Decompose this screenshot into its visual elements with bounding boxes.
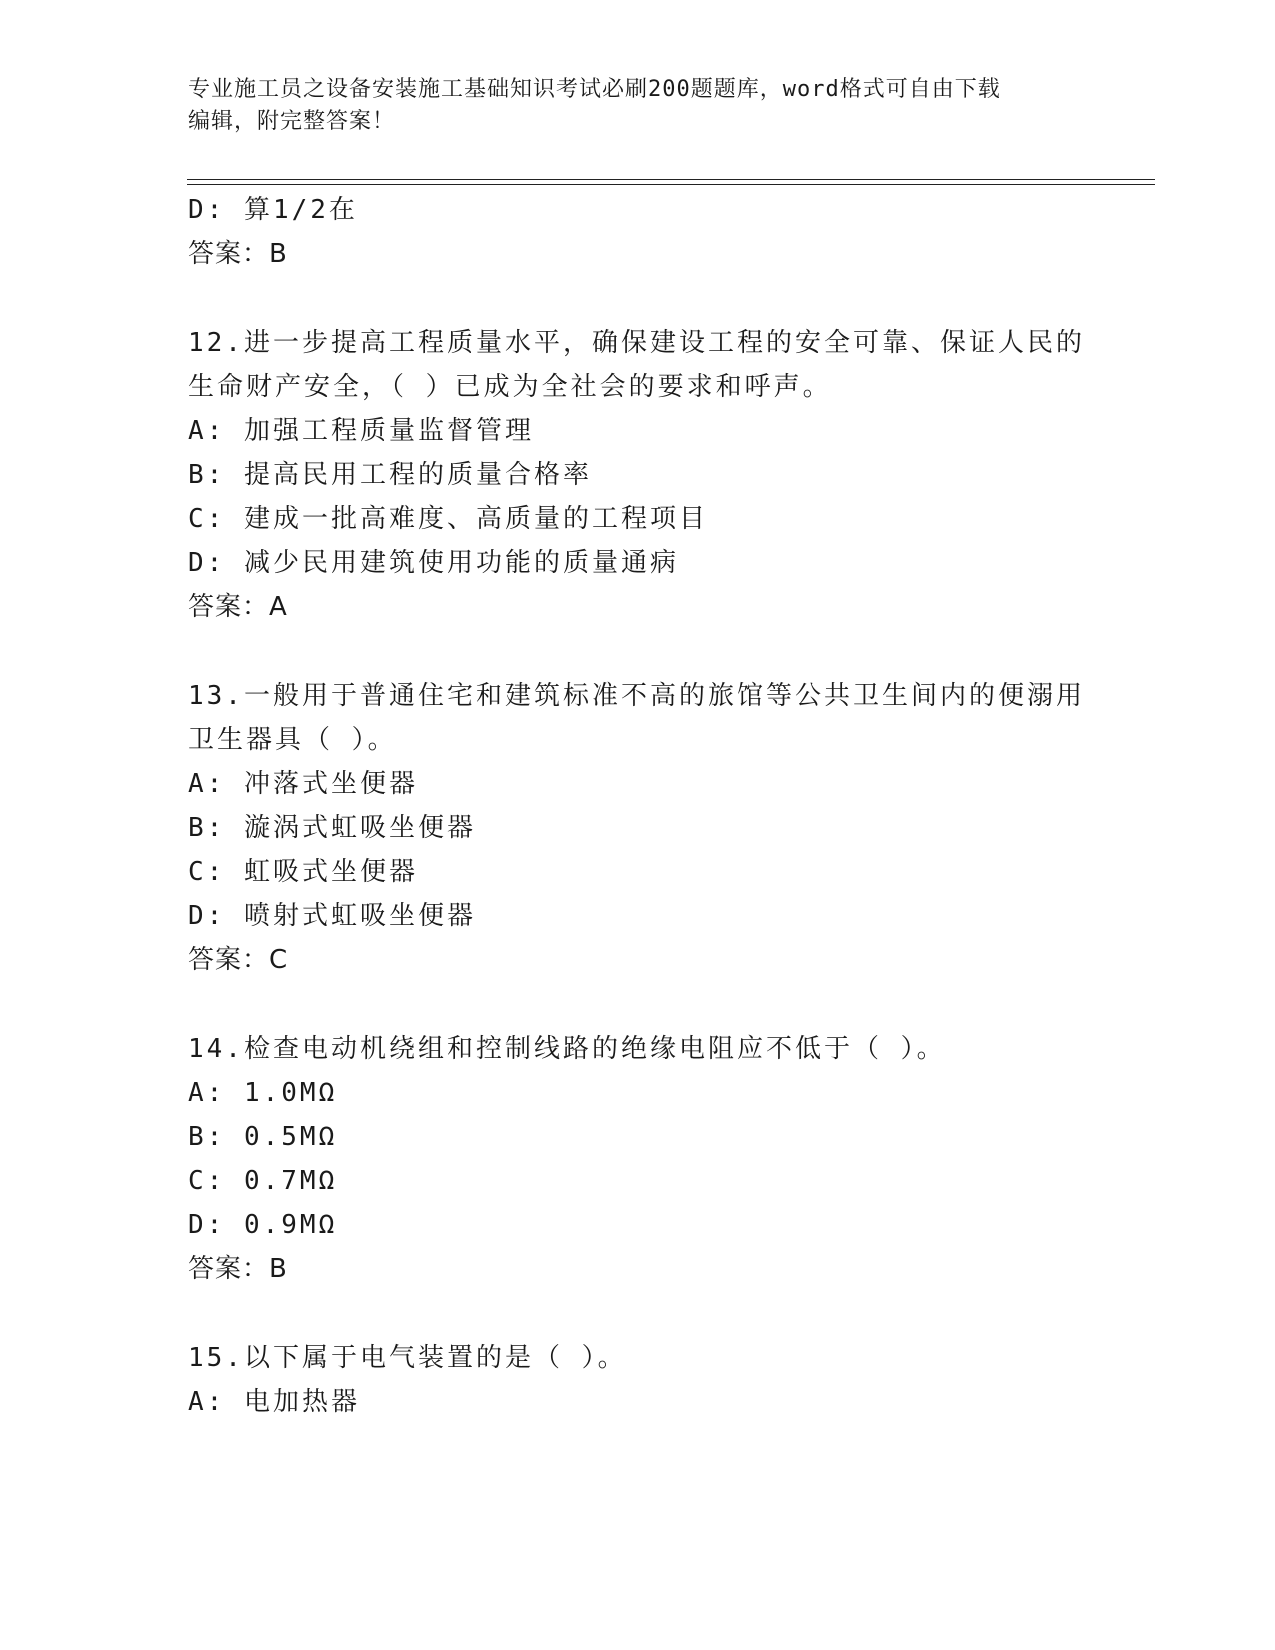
q12-option-c: C: 建成一批高难度、高质量的工程项目 [188, 504, 708, 534]
q14-option-d: D: 0.9MΩ [188, 1210, 338, 1240]
q14-option-b: B: 0.5MΩ [188, 1122, 338, 1152]
q15-stem-line1: 15.以下属于电气装置的是（ ）。 [188, 1343, 627, 1373]
header-title-line1: 专业施工员之设备安装施工基础知识考试必刷200题题库，word格式可自由下载 [188, 77, 1001, 102]
q14-answer: 答案：B [188, 1254, 288, 1284]
document-header [188, 74, 1068, 138]
q14-stem-line1: 14.检查电动机绕组和控制线路的绝缘电阻应不低于（ ）。 [188, 1034, 946, 1064]
q13-stem-line1: 13.一般用于普通住宅和建筑标准不高的旅馆等公共卫生间内的便溺用 [188, 681, 1085, 711]
q13-option-d: D: 喷射式虹吸坐便器 [188, 901, 476, 931]
q13-answer: 答案：C [188, 945, 289, 975]
q12-option-d: D: 减少民用建筑使用功能的质量通病 [188, 548, 679, 578]
q12-stem-line1: 12.进一步提高工程质量水平，确保建设工程的安全可靠、保证人民的 [188, 328, 1085, 358]
q13-option-a: A: 冲落式坐便器 [188, 769, 418, 799]
q14-option-a: A: 1.0MΩ [188, 1078, 338, 1108]
q12-stem-line2: 生命财产安全，（ ）已成为全社会的要求和呼声。 [188, 372, 832, 402]
q12-option-a: A: 加强工程质量监督管理 [188, 416, 534, 446]
header-title-line2: 编辑，附完整答案！ [188, 109, 396, 134]
q14-option-c: C: 0.7MΩ [188, 1166, 338, 1196]
q11-option-d: D: 算1/2在 [188, 195, 358, 225]
q13-option-c: C: 虹吸式坐便器 [188, 857, 418, 887]
header-divider-top [187, 179, 1155, 180]
header-divider-bottom [187, 184, 1155, 185]
q15-option-a: A: 电加热器 [188, 1387, 360, 1417]
q13-stem-line2: 卫生器具（ ）。 [188, 725, 397, 755]
q12-option-b: B: 提高民用工程的质量合格率 [188, 460, 592, 490]
q13-option-b: B: 漩涡式虹吸坐便器 [188, 813, 476, 843]
q12-answer: 答案：A [188, 592, 288, 622]
q11-answer: 答案：B [188, 239, 288, 269]
